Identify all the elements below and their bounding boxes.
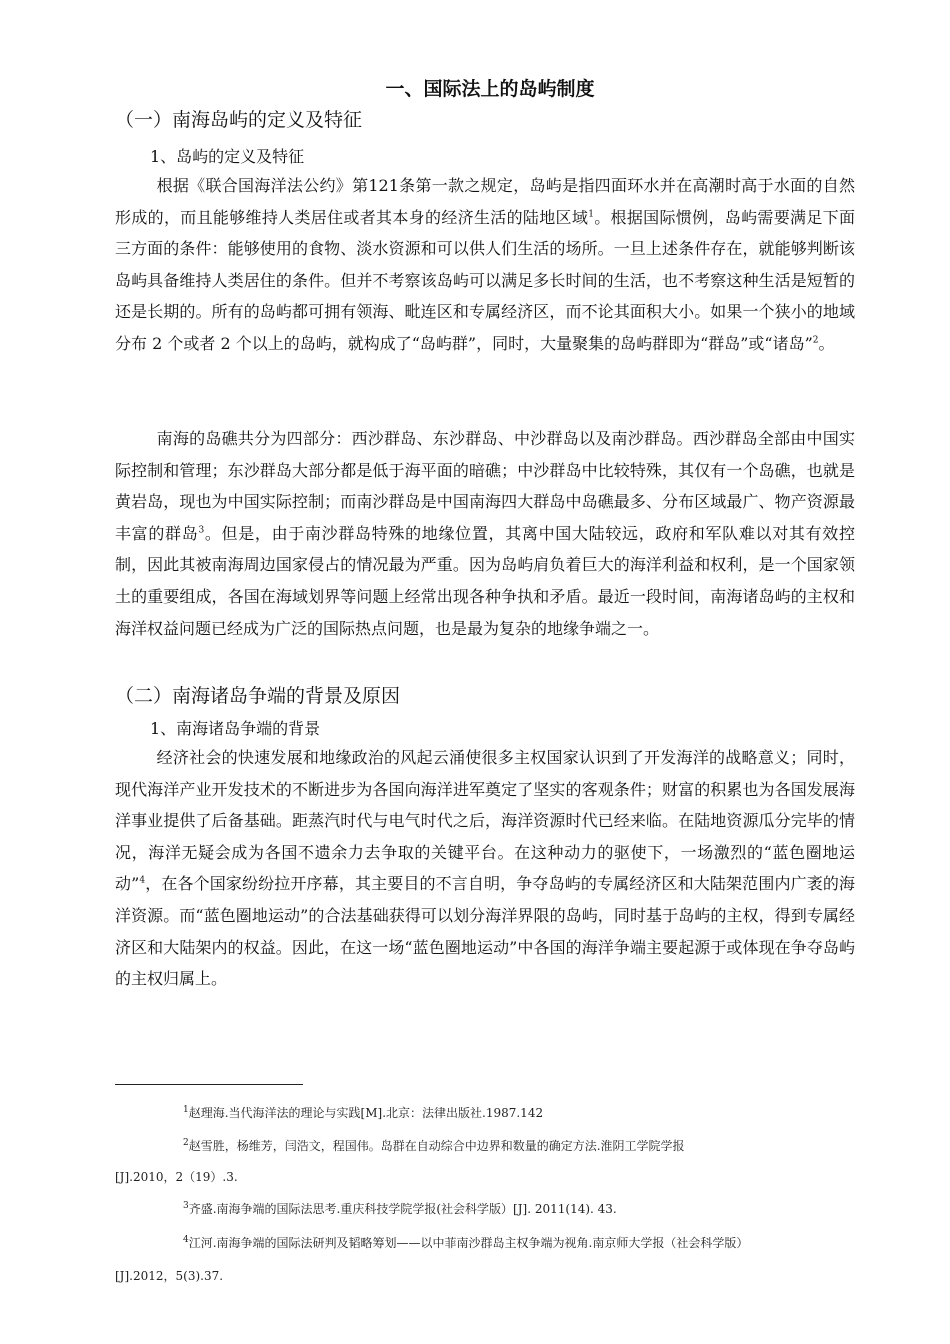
page-title: 一、国际法上的岛屿制度 (385, 78, 595, 100)
paragraph-island-definition: 根据《联合国海洋法公约》第121条第一款之规定，岛屿是指四面环水并在高潮时高于水面的自然形成的，而且能够维持人类居住或者其本身的经济生活的陆地区域$^1$。根据国际惯例，岛屿需要满足下面三方面的条件：能够使用的食物、淡水资源和可以供人们生活的场所。一旦上述条件存在，就能够判断该岛屿具备维持人类居住的条件。但并不考察该岛屿可以满足多长时间的生活，也不考察这种生活是短暂的还是长期的。所有的岛屿都可拥有领海、毗连区和专属经济区，而不论其面积大小。如果一个狭小的地域分布 2 个或者 2 个以上的岛屿，就构成了“岛屿群”，同时，大量聚集的岛屿群即为“群岛”或“诸岛”$^2$。 (115, 176, 855, 353)
footnote-3: $^3$齐盛.南海争端的国际法思考.重庆科技学院学报(社会科学版）[J]. 2011(14). 43. (183, 1201, 617, 1216)
footnote-ref-4: 4 (139, 876, 146, 887)
paragraph-dispute-background: 经济社会的快速发展和地缘政治的风起云涌使很多主权国家认识到了开发海洋的战略意义；同时，现代海洋产业开发技术的不断进步为各国向海洋进军奠定了坚实的客观条件；财富的积累也为各国发展海洋事业提供了后备基础。距蒸汽时代与电气时代之后，海洋资源时代已经来临。在陆地资源瓜分完毕的情况，海洋无疑会成为各国不遗余力去争取的关键平台。在这种动力的驱使下，一场激烈的“蓝色圈地运动”$^4$，在各个国家纷纷拉开序幕，其主要目的不言自明，争夺岛屿的专属经济区和大陆架范围内广袤的海洋资源。而“蓝色圈地运动”的合法基础获得可以划分海洋界限的岛屿，同时基于岛屿的主权，得到专属经济区和大陆架内的权益。因此，在这一场“蓝色圈地运动”中各国的海洋争端主要起源于或体现在争夺岛屿的主权归属上。 (115, 748, 855, 989)
footnote-1: $^1$赵理海.当代海洋法的理论与实践[M].北京：法律出版社.1987.142 (183, 1105, 544, 1120)
subsection-heading-1: 1、岛屿的定义及特征 (150, 147, 305, 166)
section-heading-1: （一）南海岛屿的定义及特征 (115, 109, 363, 131)
footnote-4: $^4$江河.南海争端的国际法研判及韬略筹划——以中菲南沙群岛主权争端为视角.南京师大学报（社会科学版） (183, 1235, 749, 1250)
footnote-4-cont: [J].2012，5(3).37. (115, 1269, 224, 1283)
section-heading-2: （二）南海诸岛争端的背景及原因 (115, 685, 401, 707)
footnote-ref-2: 2 (812, 335, 819, 346)
paragraph-south-sea-islands: 南海的岛礁共分为四部分：西沙群岛、东沙群岛、中沙群岛以及南沙群岛。西沙群岛全部由中国实际控制和管理；东沙群岛大部分都是低于海平面的暗礁；中沙群岛中比较特殊，其仅有一个岛礁，也就是黄岩岛，现也为中国实际控制；而南沙群岛是中国南海四大群岛中岛礁最多、分布区域最广、物产资源最丰富的群岛$^3$。但是，由于南沙群岛特殊的地缘位置，其离中国大陆较远，政府和军队难以对其有效控制，因此其被南海周边国家侵占的情况最为严重。因为岛屿肩负着巨大的海洋利益和权利，是一个国家领土的重要组成，各国在海域划界等问题上经常出现各种争执和矛盾。最近一段时间，南海诸岛屿的主权和海洋权益问题已经成为广泛的国际热点问题，也是最为复杂的地缘争端之一。 (115, 429, 855, 638)
footnote-2-cont: [J].2010，2（19）.3. (115, 1170, 238, 1184)
subsection-heading-2: 1、南海诸岛争端的背景 (150, 719, 321, 738)
footnote-2: $^2$赵雪胜，杨维芳，闫浩文，程国伟。岛群在自动综合中边界和数量的确定方法.淮阴工学院学报 (183, 1138, 685, 1153)
footnote-ref-1: 1 (588, 209, 594, 220)
footnote-divider (115, 1084, 303, 1085)
footnote-ref-3: 3 (198, 525, 205, 536)
